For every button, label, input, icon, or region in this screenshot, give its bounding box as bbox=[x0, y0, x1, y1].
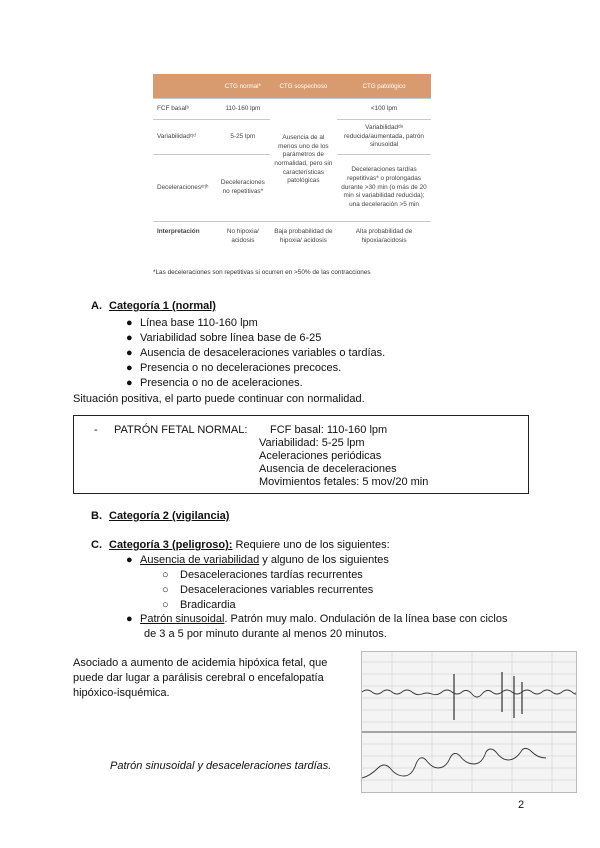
list-item-text-underlined: Ausencia de variabilidad bbox=[140, 554, 260, 566]
table-cell: Deceleraciones no repetitivas* bbox=[216, 155, 270, 222]
table-header-cell: CTG patológico bbox=[337, 74, 431, 99]
list-item-text: y alguno de los siguientes bbox=[259, 554, 389, 566]
list-item-continuation: de 3 a 5 por minuto durante al menos 20 minutos. bbox=[144, 628, 387, 640]
box-line: Variabilidad: 5-25 lpm bbox=[259, 437, 365, 449]
sub-list-item bbox=[162, 584, 373, 596]
category-2-heading bbox=[91, 510, 229, 522]
box-label: PATRÓN FETAL NORMAL: bbox=[114, 424, 248, 436]
list-item bbox=[126, 377, 303, 389]
list-item bbox=[126, 347, 385, 359]
list-item bbox=[126, 554, 389, 566]
circle-bullet-icon: ○ bbox=[162, 569, 169, 581]
list-item-text: Ausencia de desaceleraciones variables o tardías. bbox=[140, 347, 386, 359]
box-line: Ausencia de deceleraciones bbox=[259, 463, 397, 475]
category-title: Categoría 1 (normal) bbox=[109, 300, 216, 312]
table-header-row bbox=[153, 74, 431, 99]
bullet-icon: ● bbox=[126, 613, 133, 625]
sub-list-item bbox=[162, 569, 363, 581]
table-cell: <100 lpm bbox=[337, 99, 431, 120]
table-cell: 5-25 lpm bbox=[216, 120, 270, 155]
normal-pattern-box bbox=[73, 415, 529, 494]
table-cell-sospechoso: Ausencia de al menos uno de los parámetros de normalidad, pero sin características patológicas bbox=[270, 99, 337, 222]
list-item-text-underlined: Patrón sinusoidal bbox=[140, 613, 225, 625]
table-row bbox=[153, 222, 431, 269]
list-letter: C. bbox=[91, 539, 102, 551]
category-1-summary: Situación positiva, el parto puede continuar con normalidad. bbox=[73, 393, 365, 405]
bullet-icon: ● bbox=[126, 317, 133, 329]
ctg-trace-svg bbox=[362, 652, 576, 792]
bullet-icon: ● bbox=[126, 377, 133, 389]
list-item-text: Variabilidad sobre línea base de 6-25 bbox=[140, 332, 322, 344]
paragraph-line: puede dar lugar a parálisis cerebral o encefalopatía bbox=[73, 672, 324, 684]
list-letter: B. bbox=[91, 510, 102, 522]
ctg-trace-image bbox=[361, 651, 577, 793]
circle-bullet-icon: ○ bbox=[162, 599, 169, 611]
list-letter: A. bbox=[91, 300, 102, 312]
paragraph-line: Asociado a aumento de acidemia hipóxica fetal, que bbox=[73, 657, 328, 669]
table-cell: No hipoxia/ acidosis bbox=[216, 222, 270, 269]
table-cell: 110-160 lpm bbox=[216, 99, 270, 120]
list-item bbox=[126, 613, 508, 625]
bullet-icon: ● bbox=[126, 332, 133, 344]
list-item bbox=[126, 317, 258, 329]
figure-caption: Patrón sinusoidal y desaceleraciones tardías. bbox=[110, 760, 332, 772]
ctg-classification-table bbox=[153, 74, 431, 268]
list-item-text: Presencia o no de aceleraciones. bbox=[140, 377, 303, 389]
list-item-text: Presencia o no deceleraciones precoces. bbox=[140, 362, 342, 374]
row-label: Interpretación bbox=[153, 222, 216, 269]
table-header-cell: CTG sospechoso bbox=[270, 74, 337, 99]
list-item-text: . Patrón muy malo. Ondulación de la línea base con ciclos bbox=[224, 613, 508, 625]
table-header-cell: CTG normal* bbox=[216, 74, 270, 99]
category-3-requirement: Requiere uno de los siguientes: bbox=[232, 539, 390, 551]
list-item-text: Desaceleraciones tardías recurrentes bbox=[180, 569, 363, 581]
box-line: Aceleraciones periódicas bbox=[259, 450, 382, 462]
row-label: Deceleracionesᵉʳʲʰ bbox=[153, 155, 216, 222]
table-cell: Variabilidadᵈᵃ reducida/aumentada, patrón sinusoidal bbox=[337, 120, 431, 155]
list-item bbox=[126, 332, 321, 344]
box-line: FCF basal: 110-160 lpm bbox=[270, 424, 388, 436]
row-label: Variabilidadᶜʲᵈ bbox=[153, 120, 216, 155]
row-label: FCF basalᵇ bbox=[153, 99, 216, 120]
bullet-icon: ● bbox=[126, 362, 133, 374]
table-row bbox=[153, 99, 431, 120]
sub-list-item bbox=[162, 599, 236, 611]
circle-bullet-icon: ○ bbox=[162, 584, 169, 596]
page-number: 2 bbox=[518, 799, 525, 811]
table-cell: Deceleraciones tardías repetitivas* o prolongadas durante >30 min (o más de 20 min si variabilidad reducida); una deceleración >5 min bbox=[337, 155, 431, 222]
table-header-cell bbox=[153, 74, 216, 99]
bullet-icon: ● bbox=[126, 554, 133, 566]
list-item-text: Bradicardia bbox=[180, 599, 236, 611]
category-3-heading bbox=[91, 539, 390, 551]
category-title: Categoría 3 (peligroso): bbox=[109, 539, 233, 551]
paragraph-line: hipóxico-isquémica. bbox=[73, 687, 170, 699]
bullet-icon: ● bbox=[126, 347, 133, 359]
list-item-text: Línea base 110-160 lpm bbox=[140, 317, 258, 329]
category-title: Categoría 2 (vigilancia) bbox=[109, 510, 230, 522]
box-line: Movimientos fetales: 5 mov/20 min bbox=[259, 476, 429, 488]
list-item-text: Desaceleraciones variables recurrentes bbox=[180, 584, 374, 596]
list-item bbox=[126, 362, 341, 374]
table-cell: Baja probabilidad de hipoxia/ acidosis bbox=[270, 222, 337, 269]
table-cell: Alta probabilidad de hipoxia/acidosis bbox=[337, 222, 431, 269]
category-1-heading bbox=[91, 300, 216, 312]
table-footnote: *Las deceleraciones son repetitivas si ocurren en >50% de las contracciones bbox=[153, 269, 371, 276]
box-dash: - bbox=[94, 424, 98, 436]
